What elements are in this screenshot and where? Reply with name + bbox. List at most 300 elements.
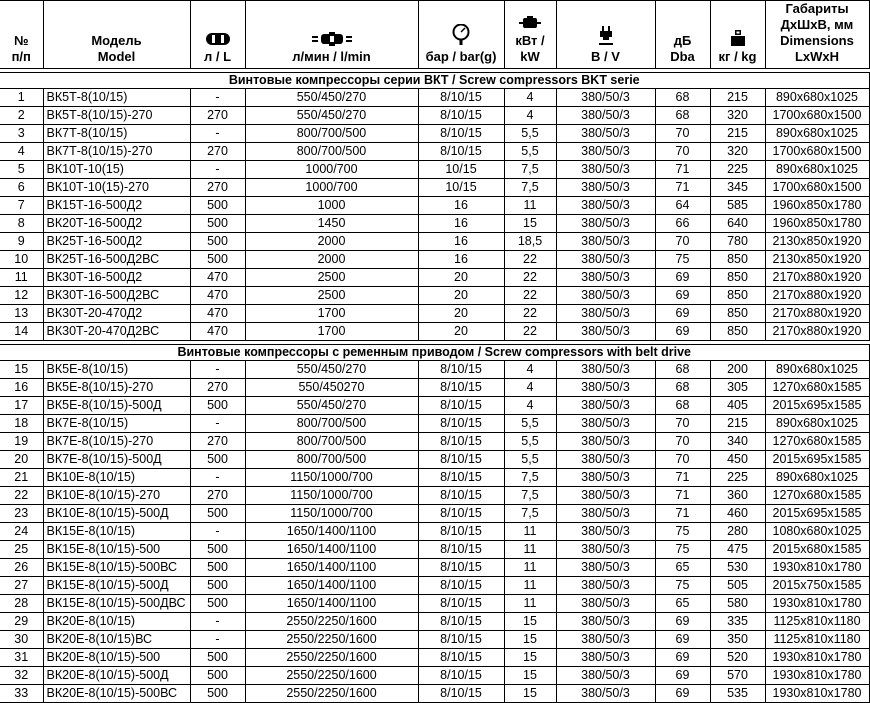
row-model: ВК7Т-8(10/15)-270 <box>43 143 190 161</box>
row-pressure: 20 <box>418 305 504 323</box>
header-num-label: № п/п <box>11 33 31 64</box>
airflow-icon <box>312 32 352 46</box>
row-dimensions: 2170x880x1920 <box>765 269 869 287</box>
row-dimensions: 1125x810x1180 <box>765 613 869 631</box>
row-weight: 225 <box>710 161 765 179</box>
row-power: 4 <box>504 361 556 379</box>
row-pressure: 8/10/15 <box>418 577 504 595</box>
row-pressure: 8/10/15 <box>418 125 504 143</box>
row-model: ВК20Е-8(10/15)-500ВС <box>43 685 190 703</box>
header-weight-label: кг / kg <box>718 49 757 64</box>
row-num: 22 <box>0 487 43 505</box>
row-flow: 800/700/500 <box>245 125 418 143</box>
header-power-label: кВт / kW <box>515 33 545 64</box>
row-voltage: 380/50/3 <box>556 361 655 379</box>
table-row <box>0 305 869 323</box>
row-noise: 68 <box>655 107 710 125</box>
row-weight: 475 <box>710 541 765 559</box>
row-dimensions: 1960x850x1780 <box>765 197 869 215</box>
row-weight: 850 <box>710 305 765 323</box>
row-dimensions: 1700x680x1500 <box>765 179 869 197</box>
row-noise: 68 <box>655 361 710 379</box>
row-receiver: 500 <box>190 505 245 523</box>
header-row <box>0 1 869 69</box>
row-receiver: - <box>190 161 245 179</box>
table-row <box>0 361 869 379</box>
tank-icon <box>205 32 231 46</box>
row-flow: 1700 <box>245 305 418 323</box>
row-weight: 530 <box>710 559 765 577</box>
row-weight: 535 <box>710 685 765 703</box>
row-receiver: 270 <box>190 107 245 125</box>
row-model: ВК5Т-8(10/15) <box>43 89 190 107</box>
row-num: 12 <box>0 287 43 305</box>
row-pressure: 8/10/15 <box>418 685 504 703</box>
row-pressure: 8/10/15 <box>418 433 504 451</box>
row-power: 15 <box>504 631 556 649</box>
row-num: 33 <box>0 685 43 703</box>
row-noise: 69 <box>655 305 710 323</box>
row-voltage: 380/50/3 <box>556 251 655 269</box>
row-voltage: 380/50/3 <box>556 161 655 179</box>
row-power: 11 <box>504 577 556 595</box>
row-dimensions: 2170x880x1920 <box>765 305 869 323</box>
table-row <box>0 523 869 541</box>
table-row <box>0 469 869 487</box>
row-num: 27 <box>0 577 43 595</box>
row-power: 7,5 <box>504 505 556 523</box>
row-num: 24 <box>0 523 43 541</box>
row-flow: 1000/700 <box>245 161 418 179</box>
row-noise: 70 <box>655 233 710 251</box>
row-pressure: 8/10/15 <box>418 487 504 505</box>
row-power: 7,5 <box>504 161 556 179</box>
row-model: ВК15Е-8(10/15)-500ДВС <box>43 595 190 613</box>
table-row <box>0 143 869 161</box>
row-flow: 1650/1400/1100 <box>245 595 418 613</box>
row-power: 11 <box>504 595 556 613</box>
row-flow: 800/700/500 <box>245 415 418 433</box>
row-power: 4 <box>504 397 556 415</box>
row-power: 11 <box>504 559 556 577</box>
row-weight: 335 <box>710 613 765 631</box>
plug-icon <box>599 26 613 46</box>
row-flow: 2550/2250/1600 <box>245 649 418 667</box>
row-weight: 215 <box>710 125 765 143</box>
row-pressure: 8/10/15 <box>418 379 504 397</box>
row-model: ВК15Е-8(10/15)-500Д <box>43 577 190 595</box>
row-noise: 71 <box>655 161 710 179</box>
row-dimensions: 890x680x1025 <box>765 161 869 179</box>
row-model: ВК15Е-8(10/15)-500ВС <box>43 559 190 577</box>
row-num: 6 <box>0 179 43 197</box>
header-dimensions-label: Габариты ДхШхВ, мм Dimensions LxWxH <box>780 1 854 64</box>
row-flow: 2500 <box>245 269 418 287</box>
row-pressure: 8/10/15 <box>418 361 504 379</box>
row-noise: 68 <box>655 397 710 415</box>
row-receiver: 500 <box>190 649 245 667</box>
row-num: 17 <box>0 397 43 415</box>
row-num: 14 <box>0 323 43 341</box>
row-voltage: 380/50/3 <box>556 577 655 595</box>
table-row <box>0 379 869 397</box>
row-voltage: 380/50/3 <box>556 143 655 161</box>
row-model: ВК30Т-20-470Д2ВС <box>43 323 190 341</box>
row-dimensions: 1930x810x1780 <box>765 667 869 685</box>
row-receiver: 270 <box>190 143 245 161</box>
row-noise: 68 <box>655 89 710 107</box>
row-num: 3 <box>0 125 43 143</box>
row-num: 4 <box>0 143 43 161</box>
row-pressure: 8/10/15 <box>418 143 504 161</box>
row-pressure: 20 <box>418 323 504 341</box>
row-pressure: 20 <box>418 287 504 305</box>
row-voltage: 380/50/3 <box>556 415 655 433</box>
row-num: 29 <box>0 613 43 631</box>
row-power: 4 <box>504 107 556 125</box>
section-title-row <box>0 345 869 361</box>
row-flow: 1700 <box>245 323 418 341</box>
row-power: 15 <box>504 613 556 631</box>
row-model: ВК30Т-16-500Д2 <box>43 269 190 287</box>
row-pressure: 16 <box>418 197 504 215</box>
header-noise <box>655 1 710 69</box>
row-voltage: 380/50/3 <box>556 233 655 251</box>
row-receiver: 470 <box>190 269 245 287</box>
row-weight: 350 <box>710 631 765 649</box>
row-voltage: 380/50/3 <box>556 613 655 631</box>
row-voltage: 380/50/3 <box>556 323 655 341</box>
row-dimensions: 1080x680x1025 <box>765 523 869 541</box>
row-num: 21 <box>0 469 43 487</box>
row-model: ВК20Е-8(10/15)-500Д <box>43 667 190 685</box>
row-weight: 320 <box>710 143 765 161</box>
row-power: 7,5 <box>504 469 556 487</box>
row-model: ВК20Е-8(10/15)-500 <box>43 649 190 667</box>
row-num: 19 <box>0 433 43 451</box>
row-model: ВК7Е-8(10/15)-270 <box>43 433 190 451</box>
row-dimensions: 890x680x1025 <box>765 361 869 379</box>
row-weight: 460 <box>710 505 765 523</box>
row-voltage: 380/50/3 <box>556 685 655 703</box>
row-receiver: 500 <box>190 451 245 469</box>
row-model: ВК10Е-8(10/15)-270 <box>43 487 190 505</box>
row-num: 10 <box>0 251 43 269</box>
row-weight: 340 <box>710 433 765 451</box>
row-num: 32 <box>0 667 43 685</box>
row-model: ВК30Т-20-470Д2 <box>43 305 190 323</box>
row-pressure: 10/15 <box>418 179 504 197</box>
row-power: 11 <box>504 197 556 215</box>
row-flow: 2000 <box>245 233 418 251</box>
row-receiver: 500 <box>190 541 245 559</box>
row-power: 22 <box>504 305 556 323</box>
table-row <box>0 251 869 269</box>
row-noise: 71 <box>655 469 710 487</box>
row-num: 20 <box>0 451 43 469</box>
row-num: 28 <box>0 595 43 613</box>
row-receiver: 500 <box>190 595 245 613</box>
row-num: 15 <box>0 361 43 379</box>
row-flow: 1000 <box>245 197 418 215</box>
row-flow: 2550/2250/1600 <box>245 631 418 649</box>
table-body <box>0 69 869 703</box>
header-power <box>504 1 556 69</box>
row-pressure: 8/10/15 <box>418 397 504 415</box>
row-flow: 550/450270 <box>245 379 418 397</box>
table-row <box>0 125 869 143</box>
table-row <box>0 577 869 595</box>
row-weight: 360 <box>710 487 765 505</box>
row-pressure: 8/10/15 <box>418 469 504 487</box>
table-row <box>0 287 869 305</box>
row-dimensions: 1930x810x1780 <box>765 595 869 613</box>
section-title-row <box>0 73 869 89</box>
row-flow: 1650/1400/1100 <box>245 559 418 577</box>
row-flow: 800/700/500 <box>245 451 418 469</box>
row-receiver: 500 <box>190 559 245 577</box>
row-voltage: 380/50/3 <box>556 595 655 613</box>
row-pressure: 8/10/15 <box>418 595 504 613</box>
row-weight: 215 <box>710 89 765 107</box>
row-power: 18,5 <box>504 233 556 251</box>
row-voltage: 380/50/3 <box>556 469 655 487</box>
row-weight: 850 <box>710 323 765 341</box>
row-voltage: 380/50/3 <box>556 559 655 577</box>
row-flow: 2550/2250/1600 <box>245 613 418 631</box>
row-noise: 75 <box>655 541 710 559</box>
table-row <box>0 451 869 469</box>
row-noise: 69 <box>655 287 710 305</box>
table-row <box>0 415 869 433</box>
row-dimensions: 2130x850x1920 <box>765 233 869 251</box>
row-weight: 780 <box>710 233 765 251</box>
row-voltage: 380/50/3 <box>556 433 655 451</box>
row-num: 31 <box>0 649 43 667</box>
table-row <box>0 649 869 667</box>
row-weight: 520 <box>710 649 765 667</box>
row-voltage: 380/50/3 <box>556 379 655 397</box>
row-pressure: 8/10/15 <box>418 649 504 667</box>
row-receiver: - <box>190 469 245 487</box>
table-row <box>0 397 869 415</box>
table-row <box>0 541 869 559</box>
row-noise: 71 <box>655 179 710 197</box>
row-flow: 800/700/500 <box>245 433 418 451</box>
row-power: 22 <box>504 269 556 287</box>
row-receiver: 500 <box>190 251 245 269</box>
row-power: 7,5 <box>504 179 556 197</box>
table-row <box>0 595 869 613</box>
row-noise: 70 <box>655 125 710 143</box>
header-pressure-label: бар / bar(g) <box>425 49 497 64</box>
row-dimensions: 1270x680x1585 <box>765 487 869 505</box>
gauge-icon <box>452 24 470 46</box>
row-pressure: 8/10/15 <box>418 667 504 685</box>
row-model: ВК7Е-8(10/15) <box>43 415 190 433</box>
table-row <box>0 685 869 703</box>
row-power: 5,5 <box>504 415 556 433</box>
row-weight: 850 <box>710 251 765 269</box>
row-noise: 65 <box>655 559 710 577</box>
row-weight: 225 <box>710 469 765 487</box>
row-dimensions: 1930x810x1780 <box>765 559 869 577</box>
row-receiver: 500 <box>190 197 245 215</box>
row-flow: 2500 <box>245 287 418 305</box>
row-noise: 69 <box>655 667 710 685</box>
row-receiver: - <box>190 523 245 541</box>
row-receiver: 270 <box>190 433 245 451</box>
row-power: 5,5 <box>504 433 556 451</box>
table-row <box>0 631 869 649</box>
row-flow: 1650/1400/1100 <box>245 523 418 541</box>
row-dimensions: 1930x810x1780 <box>765 649 869 667</box>
row-receiver: 500 <box>190 215 245 233</box>
weight-icon <box>731 30 745 46</box>
row-voltage: 380/50/3 <box>556 451 655 469</box>
row-power: 11 <box>504 523 556 541</box>
header-pressure <box>418 1 504 69</box>
row-model: ВК25Т-16-500Д2 <box>43 233 190 251</box>
row-noise: 70 <box>655 451 710 469</box>
row-voltage: 380/50/3 <box>556 649 655 667</box>
row-noise: 68 <box>655 379 710 397</box>
row-flow: 2550/2250/1600 <box>245 685 418 703</box>
row-flow: 550/450/270 <box>245 107 418 125</box>
row-voltage: 380/50/3 <box>556 523 655 541</box>
row-voltage: 380/50/3 <box>556 287 655 305</box>
row-receiver: 500 <box>190 233 245 251</box>
row-receiver: - <box>190 361 245 379</box>
table-row <box>0 613 869 631</box>
row-model: ВК10Т-10(15)-270 <box>43 179 190 197</box>
row-num: 2 <box>0 107 43 125</box>
row-dimensions: 1270x680x1585 <box>765 433 869 451</box>
row-power: 22 <box>504 323 556 341</box>
row-receiver: - <box>190 89 245 107</box>
row-num: 5 <box>0 161 43 179</box>
row-noise: 66 <box>655 215 710 233</box>
table-row <box>0 505 869 523</box>
row-power: 22 <box>504 251 556 269</box>
header-flow-label: л/мин / l/min <box>292 49 371 64</box>
row-power: 7,5 <box>504 487 556 505</box>
row-flow: 1000/700 <box>245 179 418 197</box>
row-model: ВК5Т-8(10/15)-270 <box>43 107 190 125</box>
row-voltage: 380/50/3 <box>556 667 655 685</box>
row-power: 4 <box>504 379 556 397</box>
row-noise: 75 <box>655 251 710 269</box>
row-pressure: 8/10/15 <box>418 415 504 433</box>
row-receiver: 270 <box>190 487 245 505</box>
row-receiver: 270 <box>190 179 245 197</box>
row-weight: 505 <box>710 577 765 595</box>
row-receiver: 500 <box>190 577 245 595</box>
header-voltage <box>556 1 655 69</box>
row-model: ВК5Е-8(10/15) <box>43 361 190 379</box>
row-flow: 1150/1000/700 <box>245 505 418 523</box>
row-voltage: 380/50/3 <box>556 487 655 505</box>
row-num: 25 <box>0 541 43 559</box>
row-dimensions: 1960x850x1780 <box>765 215 869 233</box>
row-dimensions: 2170x880x1920 <box>765 323 869 341</box>
row-power: 11 <box>504 541 556 559</box>
row-receiver: 500 <box>190 685 245 703</box>
row-pressure: 16 <box>418 233 504 251</box>
row-power: 5,5 <box>504 451 556 469</box>
row-weight: 215 <box>710 415 765 433</box>
row-pressure: 8/10/15 <box>418 613 504 631</box>
row-voltage: 380/50/3 <box>556 89 655 107</box>
row-pressure: 10/15 <box>418 161 504 179</box>
row-dimensions: 2015x680x1585 <box>765 541 869 559</box>
row-weight: 850 <box>710 287 765 305</box>
row-num: 23 <box>0 505 43 523</box>
row-power: 5,5 <box>504 125 556 143</box>
section-title: Винтовые компрессоры серии ВКТ / Screw compressors BKT serie <box>0 73 869 89</box>
row-weight: 580 <box>710 595 765 613</box>
row-receiver: 500 <box>190 397 245 415</box>
row-power: 15 <box>504 649 556 667</box>
row-weight: 585 <box>710 197 765 215</box>
table-row <box>0 89 869 107</box>
header-dimensions <box>765 1 869 69</box>
row-model: ВК20Е-8(10/15)ВС <box>43 631 190 649</box>
row-weight: 640 <box>710 215 765 233</box>
table-row <box>0 215 869 233</box>
row-model: ВК15Т-16-500Д2 <box>43 197 190 215</box>
row-model: ВК30Т-16-500Д2ВС <box>43 287 190 305</box>
table-row <box>0 161 869 179</box>
row-num: 16 <box>0 379 43 397</box>
row-model: ВК7Т-8(10/15) <box>43 125 190 143</box>
row-noise: 69 <box>655 685 710 703</box>
row-voltage: 380/50/3 <box>556 631 655 649</box>
row-power: 15 <box>504 667 556 685</box>
row-flow: 1150/1000/700 <box>245 469 418 487</box>
row-pressure: 8/10/15 <box>418 559 504 577</box>
header-weight <box>710 1 765 69</box>
row-voltage: 380/50/3 <box>556 269 655 287</box>
row-dimensions: 1930x810x1780 <box>765 685 869 703</box>
row-noise: 69 <box>655 613 710 631</box>
row-pressure: 16 <box>418 215 504 233</box>
row-weight: 570 <box>710 667 765 685</box>
row-model: ВК15Е-8(10/15) <box>43 523 190 541</box>
row-power: 5,5 <box>504 143 556 161</box>
row-model: ВК10Т-10(15) <box>43 161 190 179</box>
row-pressure: 8/10/15 <box>418 631 504 649</box>
row-model: ВК15Е-8(10/15)-500 <box>43 541 190 559</box>
row-flow: 1650/1400/1100 <box>245 577 418 595</box>
row-noise: 70 <box>655 415 710 433</box>
header-model-label: Модель Model <box>91 33 142 64</box>
row-weight: 200 <box>710 361 765 379</box>
row-noise: 71 <box>655 505 710 523</box>
row-model: ВК5Е-8(10/15)-270 <box>43 379 190 397</box>
row-dimensions: 890x680x1025 <box>765 89 869 107</box>
row-receiver: - <box>190 415 245 433</box>
row-dimensions: 2015x695x1585 <box>765 397 869 415</box>
row-model: ВК20Т-16-500Д2 <box>43 215 190 233</box>
row-receiver: 470 <box>190 323 245 341</box>
row-weight: 305 <box>710 379 765 397</box>
row-flow: 1650/1400/1100 <box>245 541 418 559</box>
row-num: 18 <box>0 415 43 433</box>
row-dimensions: 890x680x1025 <box>765 125 869 143</box>
header-receiver-label: л / L <box>203 49 232 64</box>
row-flow: 2000 <box>245 251 418 269</box>
